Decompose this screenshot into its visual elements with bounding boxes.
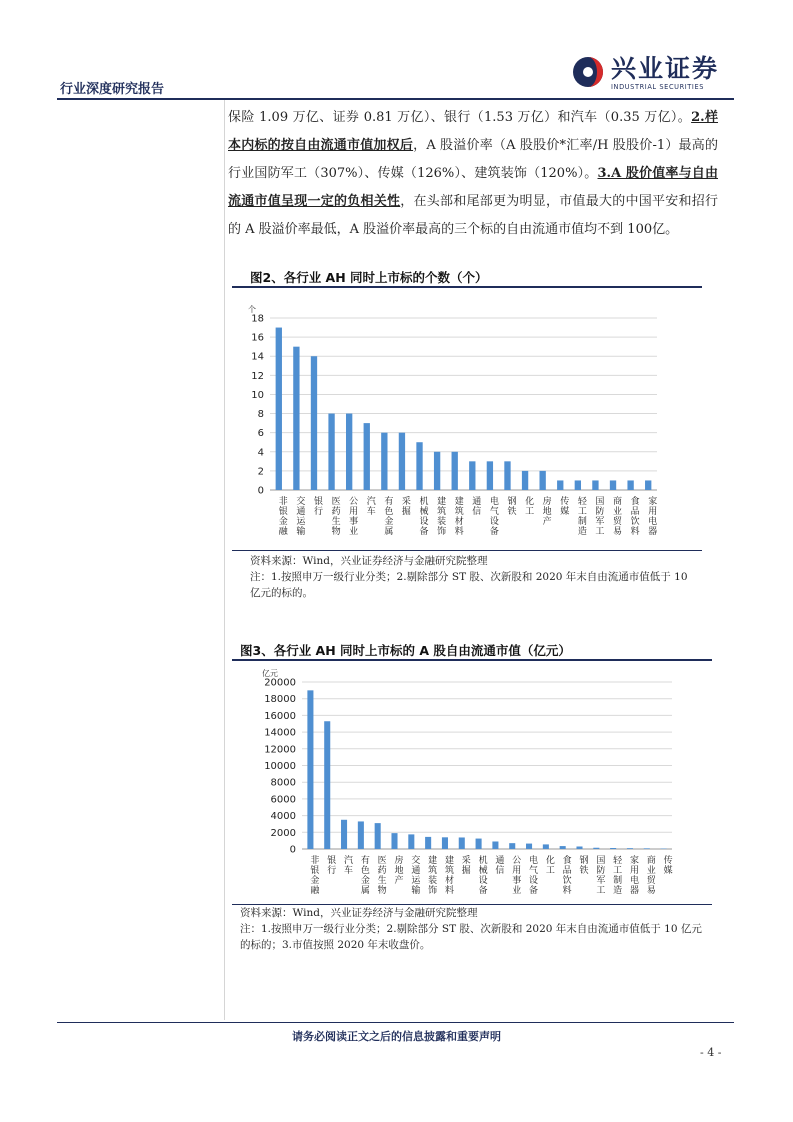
x-category-label: 公用事业 — [510, 855, 521, 895]
x-category-label: 房地产 — [540, 496, 551, 526]
margin-divider — [224, 100, 225, 1020]
bar — [358, 821, 364, 849]
bar — [452, 452, 458, 490]
x-category-label: 采掘 — [399, 496, 410, 516]
x-category-label: 建筑材料 — [452, 496, 463, 536]
brand-logo — [571, 55, 736, 95]
y-tick-label: 2 — [257, 466, 264, 478]
body-text-part1: 保险 1.09 万亿、证券 0.81 万亿）、银行（1.53 万亿）和汽车（0.35 万亿）。 — [228, 110, 692, 125]
x-category-label: 商业贸易 — [644, 855, 655, 895]
bar — [526, 844, 532, 849]
fig2-note: 注：1.按照申万一级行业分类；2.剔除部分 ST 股、次新股和 2020 年末自由流通市值低于 10 亿元的标的。 — [250, 571, 688, 599]
x-category-label: 钢铁 — [577, 855, 588, 875]
bar — [416, 442, 422, 490]
x-category-label: 建筑材料 — [442, 855, 453, 895]
bar — [408, 834, 414, 849]
bar — [469, 461, 475, 490]
x-category-label: 国防军工 — [593, 496, 604, 536]
x-category-label: 建筑装饰 — [426, 855, 437, 895]
bar — [328, 414, 334, 490]
x-category-label: 汽车 — [342, 855, 353, 875]
bar — [391, 833, 397, 849]
x-category-label: 房地产 — [392, 855, 403, 885]
x-category-label: 医药生物 — [375, 855, 386, 895]
bar — [399, 433, 405, 490]
x-category-label: 交通运输 — [294, 496, 305, 536]
logo-name-en: INDUSTRIAL SECURITIES — [611, 83, 705, 91]
bar — [576, 846, 582, 849]
x-category-label: 轻工制造 — [611, 855, 622, 895]
bar — [276, 328, 282, 490]
bar — [560, 846, 566, 849]
bar — [539, 471, 545, 490]
bar — [434, 452, 440, 490]
y-axis-unit-label: 个 — [248, 305, 256, 314]
bar — [487, 461, 493, 490]
x-category-label: 传媒 — [661, 855, 672, 875]
fig2-source: 资料来源：Wind，兴业证券经济与金融研究院整理 — [250, 555, 488, 567]
x-category-label: 传媒 — [558, 496, 569, 516]
bar — [293, 347, 299, 490]
x-category-label: 医药生物 — [329, 496, 340, 536]
body-text-part5: ，在头部和尾部更为明显，市值最大的中国平安和招行的 A 股溢价率最低，A 股溢价率最高的三个标的自由流通市值均不到 100亿。 — [228, 194, 718, 237]
bar — [341, 820, 347, 849]
bar — [575, 480, 581, 490]
bar — [311, 356, 317, 490]
x-category-label: 公用事业 — [347, 496, 358, 536]
x-category-label: 有色金属 — [382, 496, 393, 536]
bar — [644, 848, 650, 849]
y-tick-label: 6000 — [270, 794, 296, 806]
y-tick-label: 2000 — [270, 827, 296, 839]
bar — [610, 848, 616, 849]
y-tick-label: 16000 — [264, 710, 296, 722]
fig2-title-rule — [232, 286, 702, 288]
x-category-label: 建筑装饰 — [435, 496, 446, 536]
x-category-label: 食品饮料 — [628, 496, 639, 536]
x-category-label: 通信 — [493, 855, 504, 875]
y-tick-label: 12000 — [264, 744, 296, 756]
y-tick-label: 18000 — [264, 694, 296, 706]
footer-divider — [57, 1022, 734, 1023]
x-category-label: 非银金融 — [308, 855, 319, 895]
y-tick-label: 4 — [257, 447, 264, 459]
bar — [504, 461, 510, 490]
fig2-bottom-rule — [232, 550, 702, 551]
bar — [492, 841, 498, 849]
bar — [476, 839, 482, 849]
y-tick-label: 12 — [251, 370, 264, 382]
x-category-label: 电气设备 — [527, 855, 538, 895]
y-tick-label: 6 — [257, 428, 264, 440]
x-category-label: 非银金融 — [276, 496, 287, 536]
x-category-label: 化工 — [523, 496, 534, 516]
bar — [592, 480, 598, 490]
fig3-chart — [232, 662, 712, 904]
footer-disclaimer: 请务必阅读正文之后的信息披露和重要声明 — [292, 1030, 501, 1043]
y-tick-label: 0 — [257, 485, 264, 497]
x-category-label: 家用电器 — [646, 496, 657, 536]
y-tick-label: 0 — [289, 844, 296, 856]
bar — [381, 433, 387, 490]
x-category-label: 机械设备 — [417, 496, 428, 536]
bar — [324, 721, 330, 849]
bar — [627, 480, 633, 490]
y-tick-label: 8 — [257, 409, 264, 421]
page-number: - 4 - — [700, 1046, 722, 1059]
y-tick-label: 10000 — [264, 761, 296, 772]
x-category-label: 商业贸易 — [611, 496, 622, 536]
fig3-title-rule — [232, 659, 712, 661]
bar — [442, 837, 448, 849]
fig2-chart — [232, 290, 702, 548]
x-category-label: 银行 — [325, 855, 336, 875]
x-category-label: 汽车 — [364, 496, 375, 516]
bar — [645, 480, 651, 490]
bar — [627, 848, 633, 849]
body-text-part3: ，A 股溢价率（A 股股价*汇率/H 股股价-1）最高的行业国防军工（307%）、传媒（126%）、建筑装饰（120%）。 — [228, 138, 718, 181]
y-tick-label: 8000 — [270, 777, 296, 789]
bar — [522, 471, 528, 490]
bar — [557, 480, 563, 490]
header-divider — [57, 98, 734, 100]
x-category-label: 电气设备 — [487, 496, 498, 536]
y-tick-label: 14000 — [264, 727, 296, 739]
bar — [375, 823, 381, 849]
bar — [610, 480, 616, 490]
x-category-label: 钢铁 — [505, 496, 516, 516]
y-tick-label: 14 — [251, 351, 264, 363]
body-highlight-2: 2.样本内标的按自由流通市值加权后 — [228, 110, 719, 153]
body-highlight-3: 3.A 股价值率与自由流通市值呈现一定的负相关性 — [228, 166, 718, 209]
bar — [364, 423, 370, 490]
x-category-label: 机械设备 — [476, 855, 487, 895]
x-category-label: 食品饮料 — [560, 855, 571, 895]
x-category-label: 轻工制造 — [575, 496, 586, 536]
bar — [459, 837, 465, 849]
bar — [307, 690, 313, 849]
bar — [346, 414, 352, 490]
logo-name-cn: 兴业证券 — [611, 54, 720, 83]
y-tick-label: 18 — [251, 313, 264, 325]
x-category-label: 交通运输 — [409, 855, 420, 895]
x-category-label: 家用电器 — [627, 855, 638, 895]
x-category-label: 有色金属 — [358, 855, 369, 895]
y-tick-label: 10 — [251, 389, 264, 401]
bar — [425, 837, 431, 849]
bar — [543, 844, 549, 849]
fig3-note: 注：1.按照申万一级行业分类；2.剔除部分 ST 股、次新股和 2020 年末自由流通市值低于 10 亿元的标的；3.市值按照 2020 年末收盘价。 — [240, 923, 702, 951]
logo-emblem-icon — [571, 55, 605, 89]
fig2-title: 图2、各行业 AH 同时上市标的个数（个） — [250, 270, 488, 285]
y-tick-label: 20000 — [264, 677, 296, 689]
y-tick-label: 16 — [251, 332, 264, 344]
fig3-title: 图3、各行业 AH 同时上市标的 A 股自由流通市值（亿元） — [240, 643, 571, 658]
x-category-label: 化工 — [543, 855, 554, 875]
fig3-source: 资料来源：Wind，兴业证券经济与金融研究院整理 — [240, 907, 478, 919]
x-category-label: 国防军工 — [594, 855, 605, 895]
y-axis-unit-label: 亿元 — [262, 669, 278, 678]
bar — [593, 848, 599, 849]
bar — [509, 843, 515, 849]
report-type-label: 行业深度研究报告 — [60, 82, 165, 97]
x-category-label: 采掘 — [459, 855, 470, 875]
body-paragraph — [228, 104, 718, 244]
x-category-label: 银行 — [311, 496, 322, 516]
y-tick-label: 4000 — [270, 811, 296, 823]
x-category-label: 通信 — [470, 496, 481, 516]
